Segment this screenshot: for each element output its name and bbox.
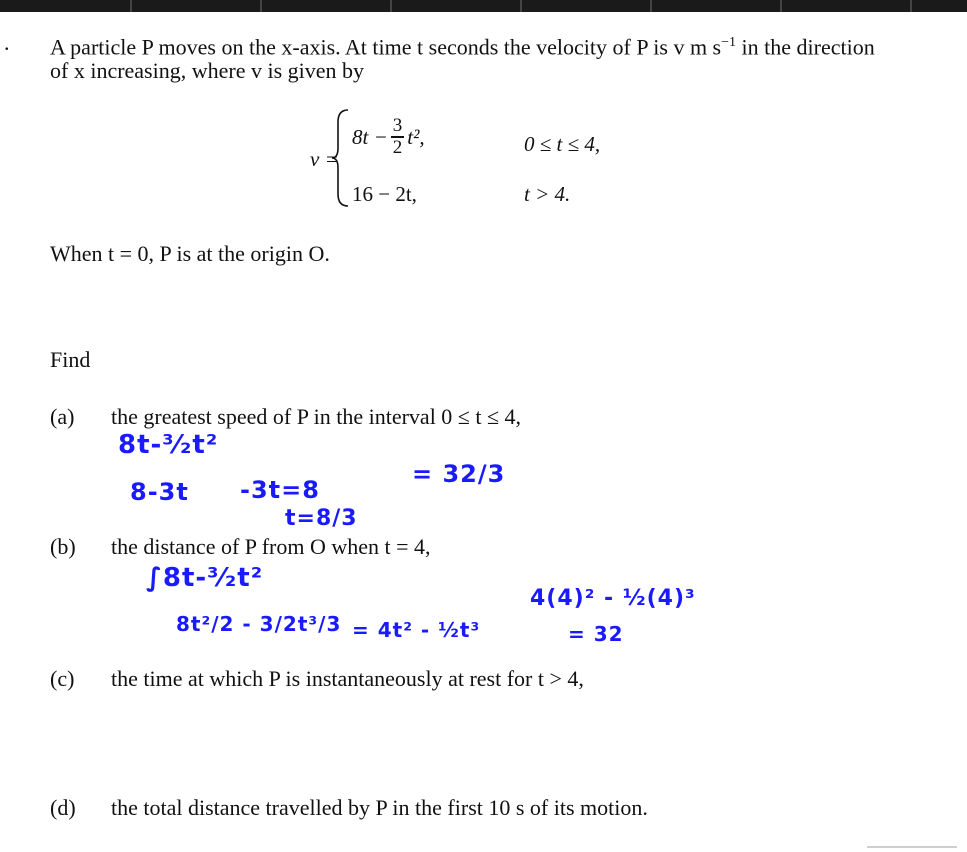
intro-line-2: of x increasing, where v is given by [50, 58, 365, 83]
case-1-condition: 0 ≤ t ≤ 4, [524, 132, 601, 156]
part-d-text: the total distance travelled by P in the first 10 s of its motion. [111, 795, 648, 820]
handwriting-b-line-1: ∫8t-³⁄₂t² [146, 563, 264, 593]
intro-line-1-text: A particle P moves on the x-axis. At time t seconds the velocity of P is v m s [50, 34, 722, 60]
part-a-text: the greatest speed of P in the interval 0 ≤ t ≤ 4, [111, 404, 522, 429]
handwriting-b-line-2b: = 4t² - ½t³ [352, 618, 481, 642]
handwriting-b-right-2: = 32 [568, 622, 624, 646]
handwriting-b-right-1: 4(4)² - ½(4)³ [530, 586, 696, 611]
handwriting-a-line-1: 8t-³⁄₂t² [118, 430, 219, 460]
question-number-marker: . [4, 30, 10, 55]
case-1-fraction [391, 116, 405, 158]
case-1-frac-num: 3 [392, 115, 403, 136]
find-label: Find [50, 347, 91, 372]
piecewise-lhs: v = [310, 147, 339, 171]
part-d-label: (d) [50, 795, 76, 820]
part-a-label: (a) [50, 404, 75, 429]
top-bar [0, 0, 967, 12]
case-1-expression [352, 116, 425, 158]
part-c-text: the time at which P is instantaneously at rest for t > 4, [111, 666, 584, 691]
handwriting-a-line-3: t=8/3 [285, 506, 358, 531]
case-1-expr-b: t², [407, 124, 425, 149]
case-2-expression: 16 − 2t, [352, 182, 417, 206]
intro-line-1-end: in the direction [741, 34, 875, 60]
handwriting-a-result: = 32/3 [412, 460, 506, 488]
case-1-frac-den: 2 [392, 137, 403, 158]
case-1-expr-a: 8t − [352, 124, 388, 149]
part-b-text: the distance of P from O when t = 4, [111, 534, 431, 559]
intro-line-1-sup: −1 [721, 35, 737, 50]
handwriting-a-line-2b: -3t=8 [240, 476, 320, 504]
part-c-label: (c) [50, 666, 75, 691]
case-2-condition: t > 4. [524, 182, 571, 206]
intro-line-1 [50, 30, 875, 60]
handwriting-b-line-2: 8t²/2 - 3/2t³/3 [176, 612, 342, 636]
piecewise-brace [330, 108, 352, 208]
handwriting-a-line-2: 8-3t [130, 478, 189, 506]
part-b-label: (b) [50, 534, 76, 559]
initial-condition: When t = 0, P is at the origin O. [50, 241, 330, 266]
bottom-edge-mark [867, 846, 957, 848]
